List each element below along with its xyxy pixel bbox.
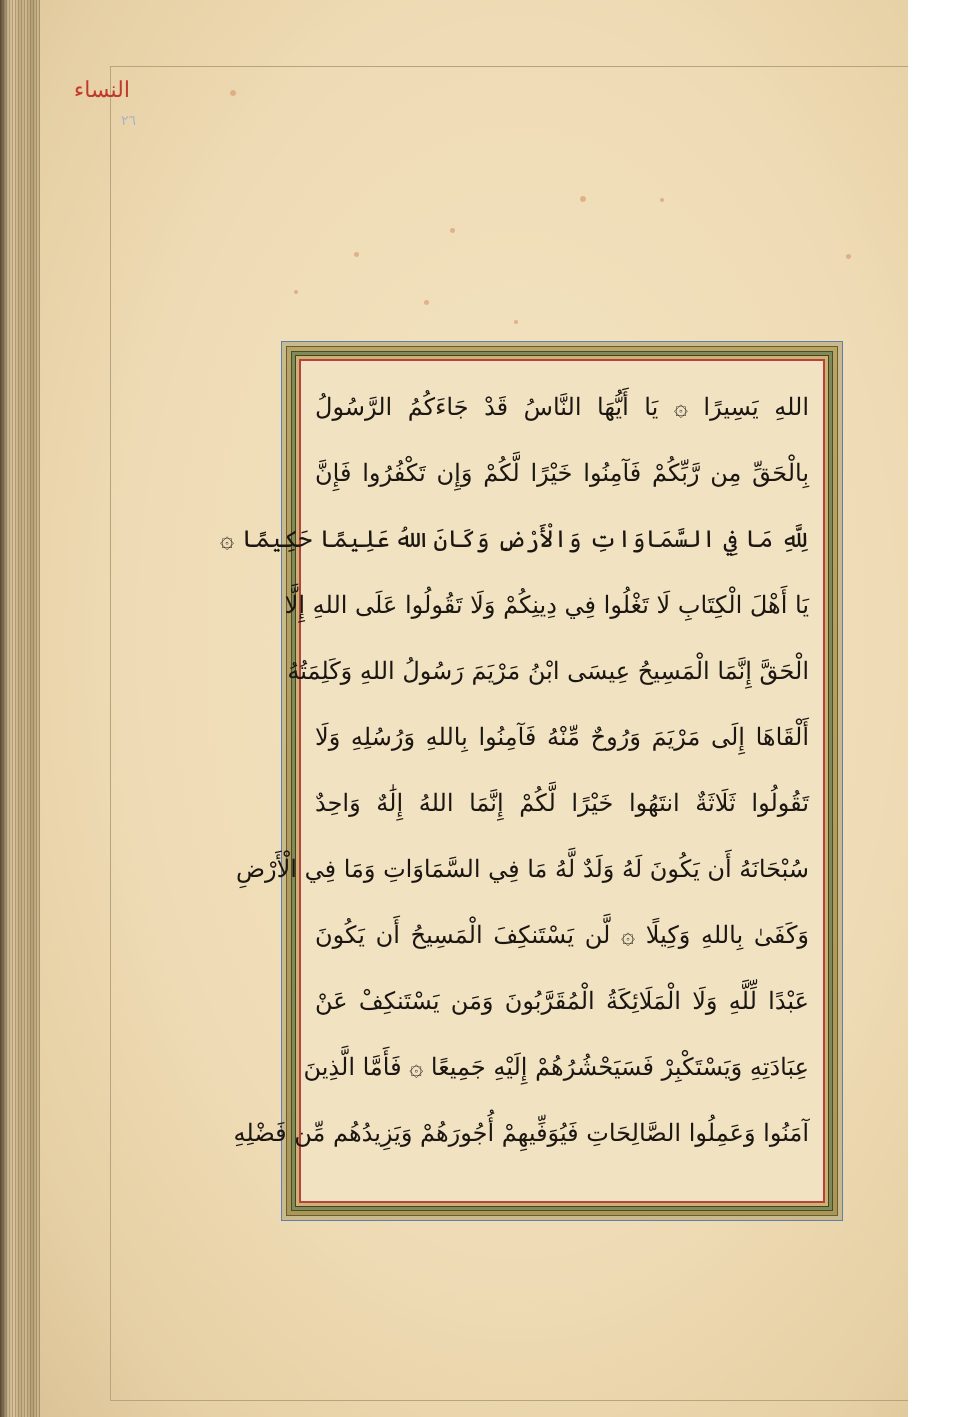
foxing-spot bbox=[230, 90, 236, 96]
scan-margin bbox=[908, 0, 974, 1417]
text-line-5: الْحَقَّ إِنَّمَا الْمَسِيحُ عِيسَى ابْنُ مَرْيَمَ رَسُولُ اللهِ وَكَلِمَتُهُ bbox=[287, 657, 809, 685]
text-panel bbox=[220, 359, 825, 1203]
text-line-7: تَقُولُوا ثَلَاثَةٌ انتَهُوا خَيْرًا لَّكُمْ إِنَّمَا اللهُ إِلَٰهٌ وَاحِدٌ bbox=[315, 789, 809, 817]
text-line-10: عَبْدًا لِّلَّهِ وَلَا الْمَلَائِكَةُ الْمُقَرَّبُونَ وَمَن يَسْتَنكِفْ عَنْ bbox=[315, 987, 809, 1015]
text-line-11: عِبَادَتِهِ وَيَسْتَكْبِرْ فَسَيَحْشُرُهُمْ إِلَيْهِ جَمِيعًا ۞ فَأَمَّا الَّذِينَ bbox=[303, 1053, 809, 1081]
text-line-8: سُبْحَانَهُ أَن يَكُونَ لَهُ وَلَدٌ لَّهُ مَا فِي السَّمَاوَاتِ وَمَا فِي الْأَرْضِ bbox=[236, 855, 809, 883]
text-line-9: وَكَفَىٰ بِاللهِ وَكِيلًا ۞ لَّن يَسْتَنكِفَ الْمَسِيحُ أَن يَكُونَ bbox=[315, 921, 809, 949]
foxing-spot bbox=[294, 290, 298, 294]
foxing-spot bbox=[846, 254, 851, 259]
text-line-3: لِلَّهِ مَا فِي السَّمَاوَاتِ وَالْأَرْضِ وَكَانَ اللهُ عَلِيمًا حَكِيمًا ۞ bbox=[220, 525, 809, 553]
surah-title: النساء bbox=[73, 78, 130, 103]
text-line-6: أَلْقَاهَا إِلَى مَرْيَمَ وَرُوحٌ مِّنْهُ فَآمِنُوا بِاللهِ وَرُسُلِهِ وَلَا bbox=[315, 723, 809, 751]
foxing-spot bbox=[424, 300, 429, 305]
page-stack-edge bbox=[0, 0, 44, 1417]
page-number: ٢٦ bbox=[120, 113, 136, 129]
page-stack-lines bbox=[0, 0, 44, 1417]
illuminated-frame bbox=[220, 341, 843, 1221]
text-line-1: اللهِ يَسِيرًا ۞ يَا أَيُّهَا النَّاسُ قَدْ جَاءَكُمُ الرَّسُولُ bbox=[315, 393, 809, 421]
text-line-12: آمَنُوا وَعَمِلُوا الصَّالِحَاتِ فَيُوَفِّيهِمْ أُجُورَهُمْ وَيَزِيدُهُم مِّن فَضْلِهِ bbox=[233, 1119, 809, 1147]
text-line-2: بِالْحَقِّ مِن رَّبِّكُمْ فَآمِنُوا خَيْرًا لَّكُمْ وَإِن تَكْفُرُوا فَإِنَّ bbox=[315, 459, 809, 487]
foxing-spot bbox=[450, 228, 455, 233]
foxing-spot bbox=[354, 252, 359, 257]
text-block bbox=[220, 375, 809, 1187]
foxing-spot bbox=[660, 198, 664, 202]
foxing-spot bbox=[580, 196, 586, 202]
foxing-spot bbox=[514, 320, 518, 324]
text-line-4: يَا أَهْلَ الْكِتَابِ لَا تَغْلُوا فِي دِينِكُمْ وَلَا تَقُولُوا عَلَى اللهِ إِلَّا bbox=[284, 591, 809, 619]
